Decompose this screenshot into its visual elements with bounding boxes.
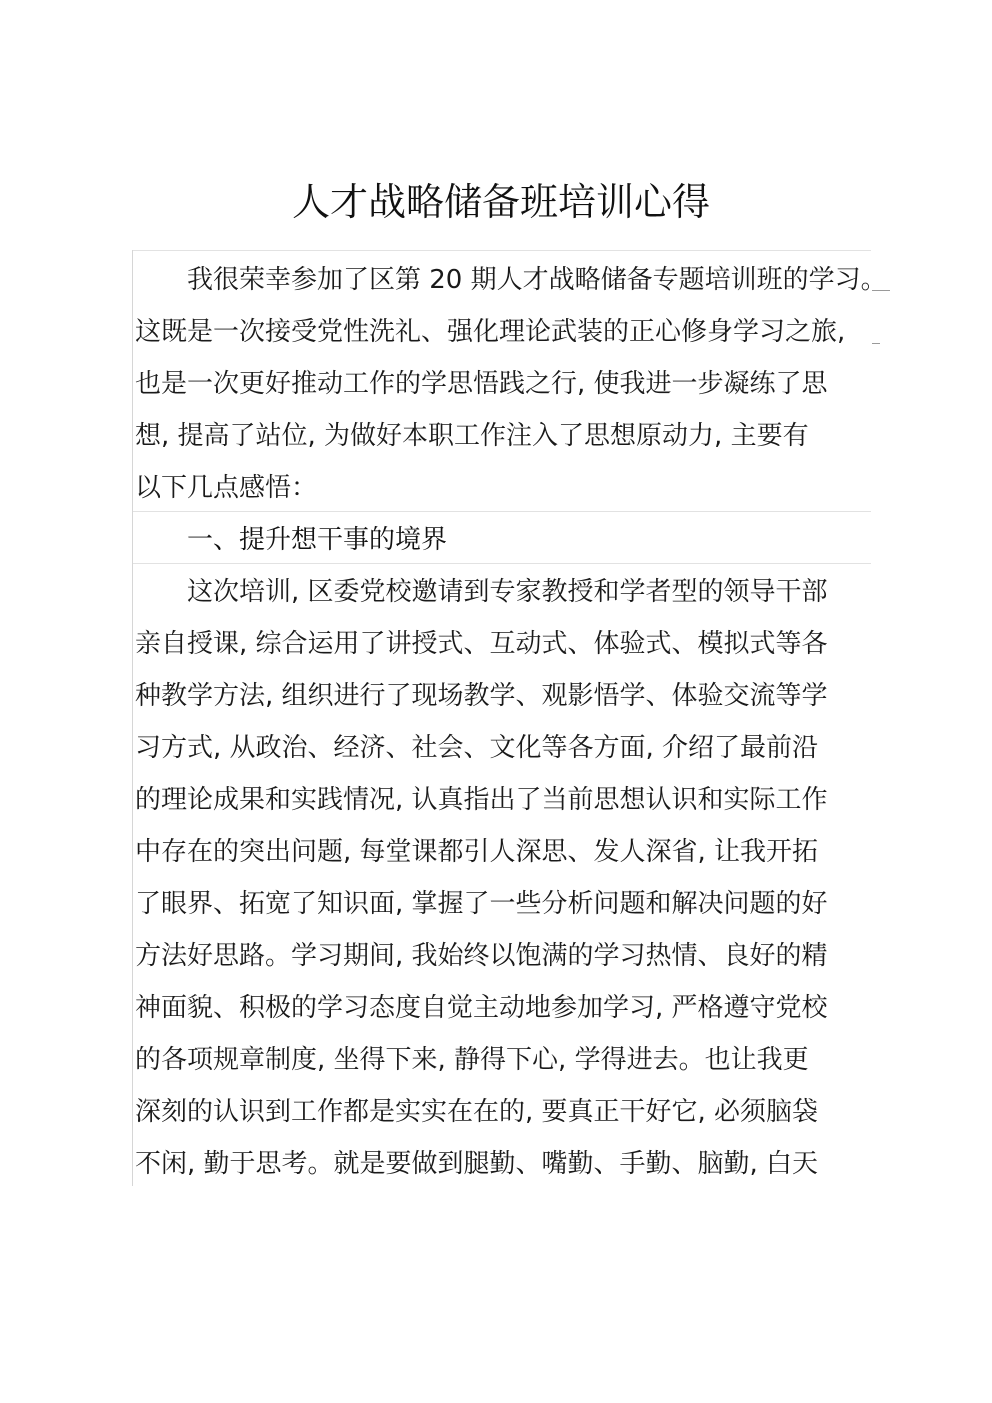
paragraph-1-line-4: 想, 提高了站位, 为做好本职工作注入了思想原动力, 主要有 <box>135 421 809 451</box>
paragraph-2-line-10: 的各项规章制度, 坐得下来, 静得下心, 学得进去。也让我更 <box>135 1045 809 1075</box>
paragraph-2-line-9: 神面貌、积极的学习态度自觉主动地参加学习, 严格遵守党校 <box>135 993 828 1023</box>
paragraph-1-line-1: 我很荣幸参加了区第 20 期人才战略储备专题培训班的学习。 <box>187 265 887 295</box>
paragraph-1-line-3: 也是一次更好推动工作的学思悟践之行, 使我进一步凝练了思 <box>135 369 828 399</box>
paragraph-1-line-5: 以下几点感悟： <box>135 473 318 503</box>
page-title: 人才战略储备班培训心得 <box>291 180 710 224</box>
margin-mark <box>872 290 890 291</box>
paragraph-2-line-3: 种教学方法, 组织进行了现场教学、观影悟学、体验交流等学 <box>135 681 828 711</box>
paragraph-2-line-4: 习方式, 从政治、经济、社会、文化等各方面, 介绍了最前沿 <box>135 733 819 763</box>
section-heading: 一、提升想干事的境界 <box>187 525 448 555</box>
divider <box>133 563 871 564</box>
margin-mark <box>872 343 880 344</box>
divider <box>133 511 871 512</box>
document-body <box>132 250 887 1186</box>
paragraph-2-line-2: 亲自授课, 综合运用了讲授式、互动式、体验式、模拟式等各 <box>135 629 828 659</box>
paragraph-2-line-6: 中存在的突出问题, 每堂课都引人深思、发人深省, 让我开拓 <box>135 837 819 867</box>
paragraph-2-line-11: 深刻的认识到工作都是实实在在的, 要真正干好它, 必须脑袋 <box>135 1097 819 1127</box>
paragraph-2-line-5: 的理论成果和实践情况, 认真指出了当前思想认识和实际工作 <box>135 785 828 815</box>
paragraph-2-line-8: 方法好思路。学习期间, 我始终以饱满的学习热情、良好的精 <box>135 941 828 971</box>
paragraph-2-line-1: 这次培训, 区委党校邀请到专家教授和学者型的领导干部 <box>187 577 828 607</box>
paragraph-1-line-2: 这既是一次接受党性洗礼、强化理论武装的正心修身学习之旅, <box>135 317 846 347</box>
divider <box>133 250 871 251</box>
paragraph-2-line-7: 了眼界、拓宽了知识面, 掌握了一些分析问题和解决问题的好 <box>135 889 828 919</box>
paragraph-2-line-12: 不闲, 勤于思考。就是要做到腿勤、嘴勤、手勤、脑勤, 白天 <box>135 1149 819 1179</box>
